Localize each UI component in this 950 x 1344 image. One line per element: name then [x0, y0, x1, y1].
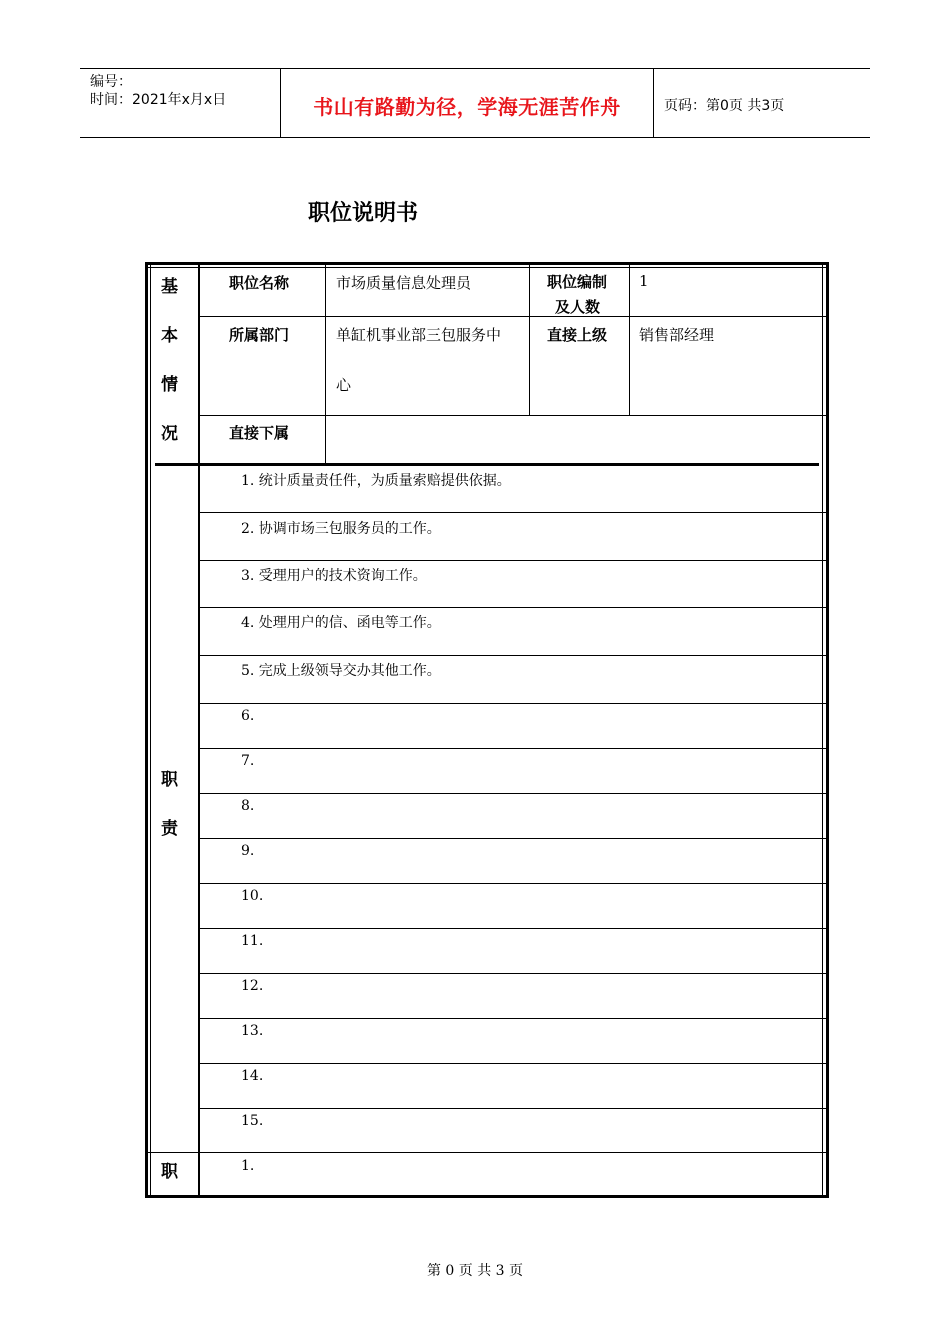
position-name-value: 市场质量信息处理员 [336, 274, 472, 292]
duty-row-line [200, 512, 826, 513]
duty-row-line [200, 883, 826, 884]
basic-col-divider-2 [529, 262, 530, 415]
basic-section-char: 况 [161, 424, 178, 444]
table-border-left-inner [150, 262, 151, 1198]
duty-item: 14. [241, 1068, 264, 1084]
duty-row-line [200, 1063, 826, 1064]
table-border-left [145, 262, 148, 1198]
duty-item: 5. 完成上级领导交办其他工作。 [241, 663, 441, 679]
header-page-cell [654, 69, 870, 137]
duty-item: 6. [241, 708, 255, 724]
duty-row-line [200, 928, 826, 929]
duty-item: 13. [241, 1023, 264, 1039]
basic-section-bottom [155, 463, 819, 466]
header-motto: 书山有路勤为径，学海无涯苦作舟 [313, 95, 621, 119]
duties-section-bottom [148, 1152, 826, 1153]
section-column-divider [198, 262, 200, 1198]
subordinate-label: 直接下属 [229, 424, 290, 442]
duty-row-line [200, 838, 826, 839]
document-number-label: 编号： [90, 74, 132, 90]
duty-item: 8. [241, 798, 255, 814]
duty-row-line [200, 655, 826, 656]
duty-row-line [200, 973, 826, 974]
table-border-bottom [145, 1195, 829, 1198]
duty-row-line [200, 560, 826, 561]
basic-section-char: 情 [161, 375, 178, 395]
table-border-right [826, 262, 829, 1198]
headcount-value: 1 [639, 272, 649, 290]
duty-item: 10. [241, 888, 264, 904]
document-time-label: 时间：2021年x月x日 [90, 92, 227, 108]
duty-row-line [200, 607, 826, 608]
duty-item: 11. [241, 933, 264, 949]
table-border-right-inner [822, 262, 823, 1198]
duty-item: 12. [241, 978, 264, 994]
duties-section-char: 职 [161, 770, 178, 790]
basic-row-divider-1 [200, 316, 826, 317]
page-title: 职位说明书 [308, 201, 419, 226]
duty-row-line [200, 1108, 826, 1109]
header-meta-cell [80, 69, 281, 137]
basic-col-divider-3 [629, 262, 630, 415]
duty-row-line [200, 1018, 826, 1019]
duty-row-line [200, 793, 826, 794]
duty-item: 2. 协调市场三包服务员的工作。 [241, 521, 441, 537]
duty-item: 3. 受理用户的技术资询工作。 [241, 568, 427, 584]
duty-item: 4. 处理用户的信、函电等工作。 [241, 615, 441, 631]
headcount-label-line1: 职位编制 [547, 273, 608, 291]
document-header [80, 68, 870, 138]
header-motto-cell [281, 69, 654, 137]
duty-item: 15. [241, 1113, 264, 1129]
superior-label: 直接上级 [547, 326, 608, 344]
duty-item: 1. 统计质量责任件，为质量索赔提供依据。 [241, 473, 511, 489]
authority-item: 1. [241, 1158, 255, 1174]
duty-row-line [200, 748, 826, 749]
authority-section-char: 职 [161, 1162, 178, 1182]
page-footer: 第 0 页 共 3 页 [426, 1263, 524, 1279]
basic-section-char: 基 [161, 277, 178, 297]
department-value-line1: 单缸机事业部三包服务中 [336, 326, 502, 344]
superior-value: 销售部经理 [639, 326, 715, 344]
department-label: 所属部门 [229, 326, 290, 344]
department-value-line2: 心 [336, 376, 352, 394]
position-name-label: 职位名称 [229, 274, 290, 292]
duty-row-line [200, 703, 826, 704]
job-description-table [145, 262, 829, 1198]
basic-section-char: 本 [161, 326, 178, 346]
headcount-label-line2: 及人数 [555, 298, 601, 316]
duties-section-char: 责 [161, 819, 178, 839]
table-border-top-inner [145, 267, 829, 268]
basic-col-divider-1 [325, 262, 326, 464]
duty-item: 9. [241, 843, 255, 859]
basic-row-divider-2 [200, 415, 826, 416]
header-page-label: 页码：第0页 共3页 [664, 98, 785, 114]
table-border-top [145, 262, 829, 265]
duty-item: 7. [241, 753, 255, 769]
